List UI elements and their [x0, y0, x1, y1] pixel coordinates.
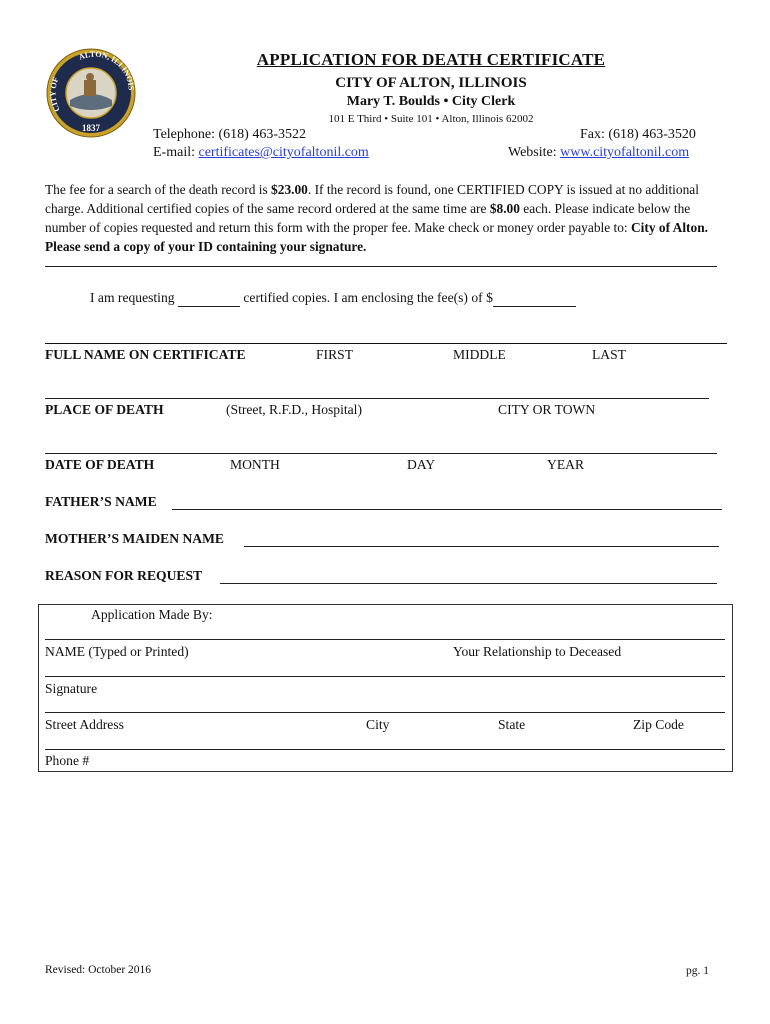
seal-ring-text-left: CITY OF [48, 75, 62, 114]
website-link[interactable]: www.cityofaltonil.com [560, 145, 690, 160]
phone-field[interactable] [45, 749, 725, 750]
mothers-maiden-name-label: MOTHER’S MAIDEN NAME [45, 531, 224, 546]
city-or-town-label: CITY OR TOWN [498, 402, 596, 417]
middle-name-label: MIDDLE [453, 347, 506, 362]
telephone-label: Telephone: [153, 127, 215, 142]
payee-instruction: City of Alton. Please send a copy of your ID containing your signature. [45, 220, 709, 254]
full-name-field[interactable] [45, 343, 727, 344]
year-label: YEAR [547, 457, 585, 472]
place-hint-label: (Street, R.F.D., Hospital) [226, 402, 362, 417]
applicant-box [38, 604, 733, 772]
signature-field[interactable] [45, 676, 725, 677]
place-of-death-label: PLACE OF DEATH [45, 402, 164, 417]
date-of-death-label: DATE OF DEATH [45, 457, 155, 472]
request-middle: certified copies. I am enclosing the fee(s) of $ [243, 290, 493, 305]
request-prefix: I am requesting [90, 290, 175, 305]
applicant-heading: Application Made By: [91, 607, 213, 622]
fathers-name-field[interactable] [172, 509, 722, 510]
telephone-line [153, 127, 306, 143]
search-fee: $23.00 [271, 182, 308, 197]
last-name-label: LAST [592, 347, 626, 362]
mothers-maiden-name-field[interactable] [244, 546, 719, 547]
city-clerk: Mary T. Boulds • City Clerk [346, 94, 516, 109]
fathers-name-label: FATHER’S NAME [45, 494, 157, 509]
street-address-field[interactable] [45, 712, 725, 713]
place-of-death-field[interactable] [45, 398, 709, 399]
phone-label: Phone # [45, 753, 90, 768]
email-label: E-mail: [153, 145, 195, 160]
intro-text-2: . If the record is found, one CERTIFIED COPY is issued at no additional charge. Additional certified copies of the same record ordered at the same time are [45, 182, 699, 216]
email-link[interactable]: certificates@cityofaltonil.com [198, 145, 369, 160]
applicant-name-field[interactable] [45, 639, 725, 640]
revised-date: Revised: October 2016 [45, 964, 152, 976]
seal-ring-text-top: ALTON, ILLINOIS [77, 49, 136, 91]
fax-line [580, 127, 696, 143]
intro-text-1: The fee for a search of the death record is [45, 182, 272, 197]
extra-copy-fee: $8.00 [489, 201, 520, 216]
form-title: APPLICATION FOR DEATH CERTIFICATE [256, 50, 606, 69]
telephone-number: (618) 463-3522 [218, 127, 306, 142]
reason-label: REASON FOR REQUEST [45, 568, 203, 583]
day-label: DAY [407, 457, 436, 472]
date-of-death-field[interactable] [45, 453, 717, 454]
relationship-label: Your Relationship to Deceased [453, 644, 622, 659]
state-label: State [498, 717, 526, 732]
full-name-label: FULL NAME ON CERTIFICATE [45, 347, 246, 362]
fax-label: Fax: [580, 127, 605, 142]
email-line [153, 145, 369, 161]
seal-year: 1837 [82, 123, 100, 133]
signature-label: Signature [45, 681, 98, 696]
website-label: Website: [508, 145, 557, 160]
office-address: 101 E Third • Suite 101 • Alton, Illinois 62002 [328, 113, 534, 125]
first-name-label: FIRST [316, 347, 354, 362]
intro-text-3: each. Please indicate below the number of copies requested and return this form with the proper fee. Make check or money order payable to: [45, 201, 691, 235]
zip-code-label: Zip Code [633, 717, 684, 732]
month-label: MONTH [230, 457, 280, 472]
website-line [508, 145, 689, 161]
street-address-label: Street Address [45, 717, 124, 732]
divider [45, 266, 717, 267]
reason-field[interactable] [220, 583, 717, 584]
fee-instructions [45, 180, 725, 256]
request-line [90, 290, 576, 307]
applicant-name-label: NAME (Typed or Printed) [45, 644, 189, 659]
city-label: City [366, 717, 390, 732]
city-name: CITY OF ALTON, ILLINOIS [335, 75, 527, 91]
fee-amount-field[interactable] [493, 290, 576, 307]
copies-count-field[interactable] [178, 290, 240, 307]
fax-number: (618) 463-3520 [608, 127, 696, 142]
page-number: pg. 1 [686, 965, 709, 977]
